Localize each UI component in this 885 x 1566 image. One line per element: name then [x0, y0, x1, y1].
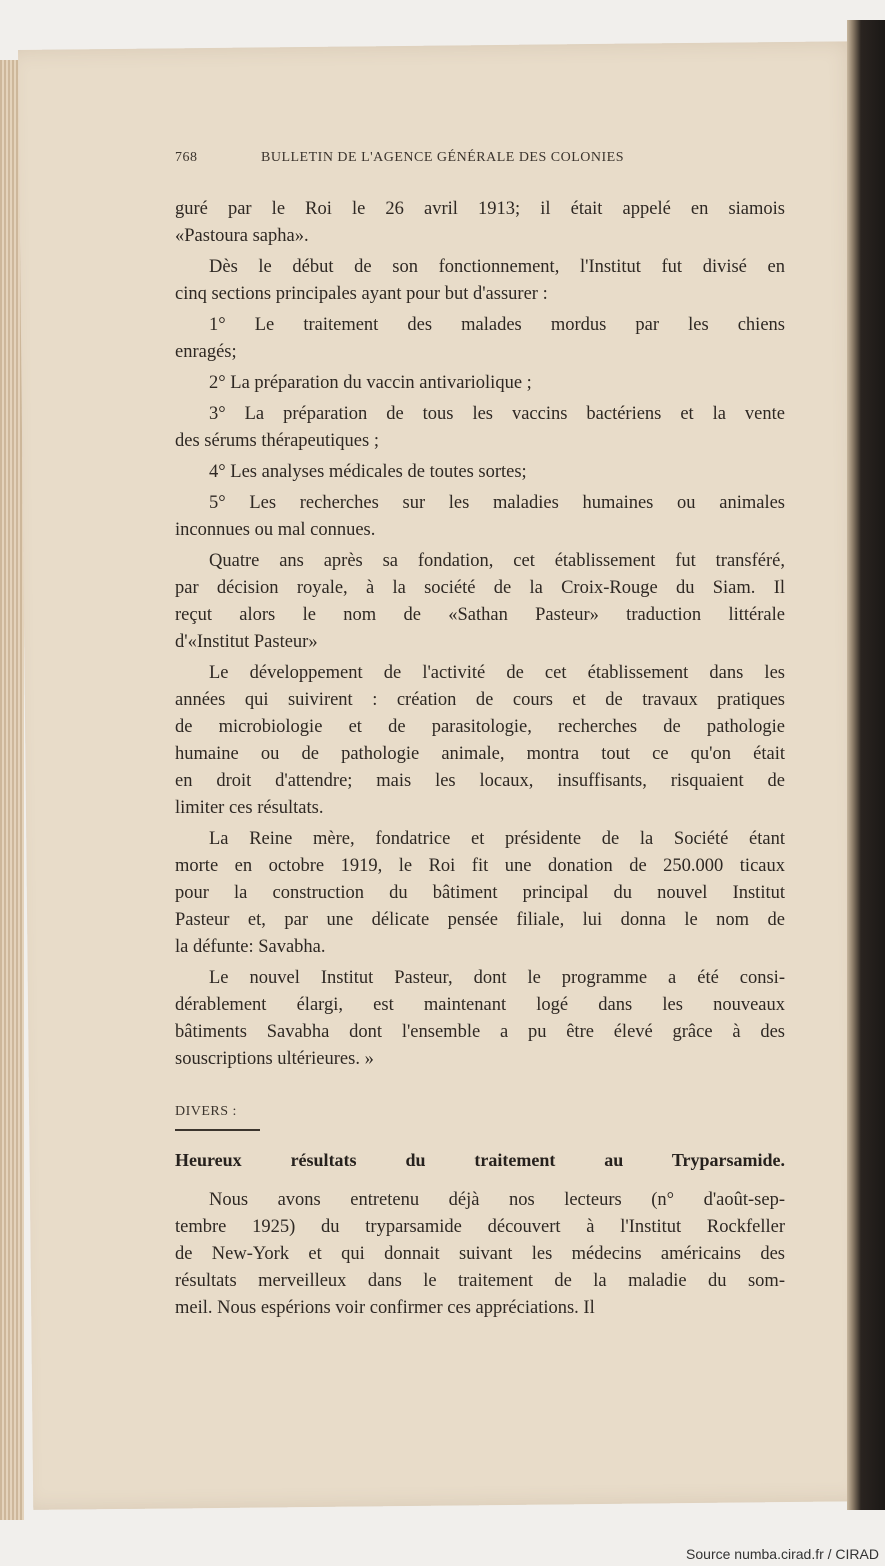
running-title: BULLETIN DE L'AGENCE GÉNÉRALE DES COLONIES: [261, 150, 624, 165]
article-body: [175, 196, 785, 1073]
text-line: d'«Institut Pasteur»: [175, 632, 318, 652]
text-line: Le développement de l'activité de cet établissement dans les: [209, 663, 785, 683]
paragraph: [175, 370, 785, 397]
text-line: enragés;: [175, 342, 237, 362]
article-body-2: [175, 1187, 785, 1322]
text-line: Dès le début de son fonctionnement, l'Institut fut divisé en: [209, 257, 785, 277]
text-line: 1° Le traitement des malades mordus par les chiens: [209, 315, 785, 335]
text-line: 2° La préparation du vaccin antivariolique ;: [209, 373, 532, 393]
text-line: la défunte: Savabha.: [175, 937, 326, 957]
text-line: Nous avons entretenu déjà nos lecteurs (n° d'août-sep-: [209, 1190, 785, 1210]
text-line: bâtiments Savabha dont l'ensemble a pu être élevé grâce à des: [175, 1022, 785, 1042]
paragraph: [175, 490, 785, 544]
page-content: [175, 196, 785, 1326]
paragraph: [175, 965, 785, 1073]
text-line: résultats merveilleux dans le traitement de la maladie du som-: [175, 1271, 785, 1291]
text-line: tembre 1925) du tryparsamide découvert à l'Institut Rockfeller: [175, 1217, 785, 1237]
source-credit: Source numba.cirad.fr / CIRAD: [686, 1546, 879, 1562]
text-line: morte en octobre 1919, le Roi fit une donation de 250.000 ticaux: [175, 856, 785, 876]
paragraph: [175, 401, 785, 455]
text-line: cinq sections principales ayant pour but d'assurer :: [175, 284, 548, 304]
text-line: meil. Nous espérions voir confirmer ces appréciations. Il: [175, 1298, 595, 1318]
paragraph: [175, 826, 785, 961]
running-header: [175, 150, 695, 166]
paragraph: [175, 459, 785, 486]
text-line: Le nouvel Institut Pasteur, dont le programme a été consi-: [209, 968, 785, 988]
section-rule: [175, 1129, 260, 1131]
book-binding: [847, 20, 885, 1510]
text-line: inconnues ou mal connues.: [175, 520, 376, 540]
text-line: La Reine mère, fondatrice et présidente de la Société étant: [209, 829, 785, 849]
text-line: de New-York et qui donnait suivant les médecins américains des: [175, 1244, 785, 1264]
text-line: par décision royale, à la société de la Croix-Rouge du Siam. Il: [175, 578, 785, 598]
text-line: limiter ces résultats.: [175, 798, 324, 818]
text-line: des sérums thérapeutiques ;: [175, 431, 379, 451]
text-line: années qui suivirent : création de cours et de travaux pratiques: [175, 690, 785, 710]
text-line: 4° Les analyses médicales de toutes sortes;: [209, 462, 527, 482]
paragraph: [175, 1187, 785, 1322]
text-line: en droit d'attendre; mais les locaux, insuffisants, risquaient de: [175, 771, 785, 791]
text-line: 3° La préparation de tous les vaccins bactériens et la vente: [209, 404, 785, 424]
text-line: humaine ou de pathologie animale, montra tout ce qu'on était: [175, 744, 785, 764]
paragraph: [175, 196, 785, 250]
paragraph: [175, 254, 785, 308]
text-line: Pasteur et, par une délicate pensée filiale, lui donna le nom de: [175, 910, 785, 930]
text-line: «Pastoura sapha».: [175, 226, 309, 246]
text-line: dérablement élargi, est maintenant logé dans les nouveaux: [175, 995, 785, 1015]
paragraph: [175, 548, 785, 656]
text-line: 5° Les recherches sur les maladies humaines ou animales: [209, 493, 785, 513]
text-line: pour la construction du bâtiment principal du nouvel Institut: [175, 883, 785, 903]
text-line: souscriptions ultérieures. »: [175, 1049, 374, 1069]
page-number: 768: [175, 150, 198, 165]
text-line: reçut alors le nom de «Sathan Pasteur» traduction littérale: [175, 605, 785, 625]
paragraph: [175, 660, 785, 822]
article-title: Heureux résultats du traitement au Tryparsamide.: [175, 1150, 785, 1170]
section-label: DIVERS :: [175, 1104, 237, 1119]
paragraph: [175, 312, 785, 366]
text-line: guré par le Roi le 26 avril 1913; il était appelé en siamois: [175, 199, 785, 219]
text-line: Quatre ans après sa fondation, cet établissement fut transféré,: [209, 551, 785, 571]
text-line: de microbiologie et de parasitologie, recherches de pathologie: [175, 717, 785, 737]
